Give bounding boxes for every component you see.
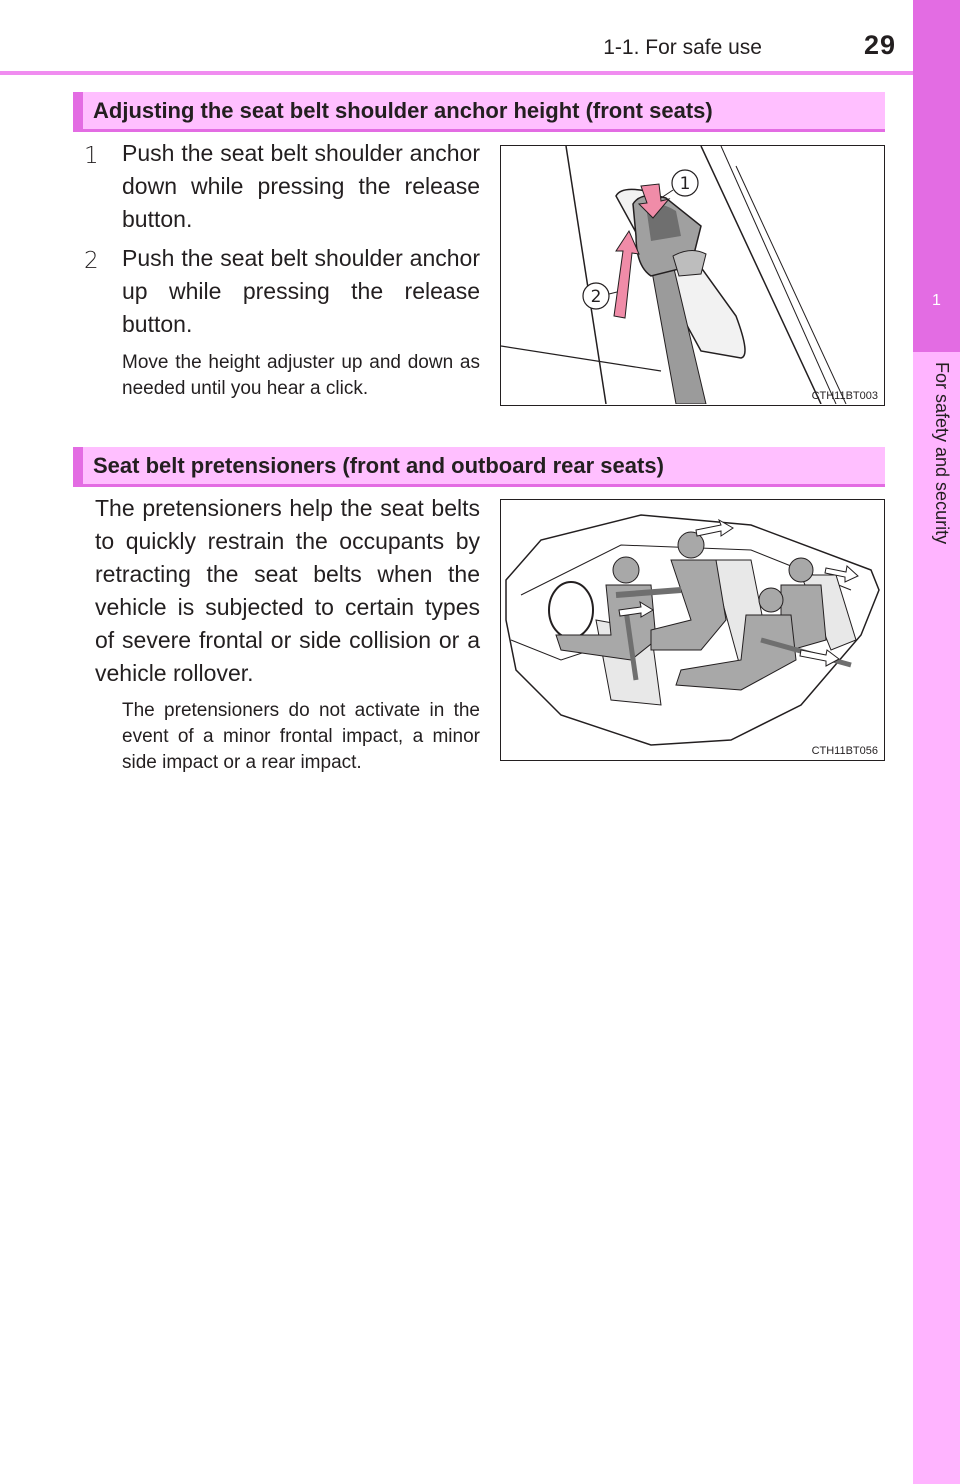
section-heading-text: Seat belt pretensioners (front and outboard rear seats) xyxy=(93,453,664,478)
section-heading-shoulder-anchor xyxy=(73,92,885,132)
chapter-number: 1 xyxy=(932,292,941,309)
figure-code: CTH11BT003 xyxy=(811,390,878,402)
running-header-section: 1-1. For safe use xyxy=(603,36,762,59)
figure-pretensioners xyxy=(500,499,885,761)
chapter-title: For safety and security xyxy=(932,362,952,545)
pretensioner-description: The pretensioners help the seat belts to quickly restrain the occupants by retracting the seat belts when the vehicle is subjected to certain types of severe frontal or side collision or a vehicle rollover. xyxy=(95,495,480,686)
figure-shoulder-anchor xyxy=(500,145,885,406)
pretensioner-note: The pretensioners do not activate in the event of a minor frontal impact, a minor side impact or a rear impact. xyxy=(122,700,480,773)
figure-code: CTH11BT056 xyxy=(811,745,878,757)
callout-2: 2 xyxy=(590,287,602,307)
step-number: 2 xyxy=(84,248,99,274)
header-rule xyxy=(0,71,913,75)
page-number: 29 xyxy=(863,30,896,60)
step-number: 1 xyxy=(84,143,99,169)
adjuster-note: Move the height adjuster up and down as needed until you hear a click. xyxy=(122,352,480,399)
section-heading-pretensioners xyxy=(73,447,885,487)
shoulder-anchor-illustration xyxy=(501,146,883,404)
step-text: Push the seat belt shoulder anchor up while pressing the release button. xyxy=(122,245,480,337)
step-text: Push the seat belt shoulder anchor down while pressing the release button. xyxy=(122,140,480,232)
pretensioners-illustration xyxy=(501,500,883,759)
callout-1: 1 xyxy=(679,174,691,194)
section-heading-text: Adjusting the seat belt shoulder anchor height (front seats) xyxy=(93,98,713,123)
chapter-number-tab xyxy=(913,0,960,352)
